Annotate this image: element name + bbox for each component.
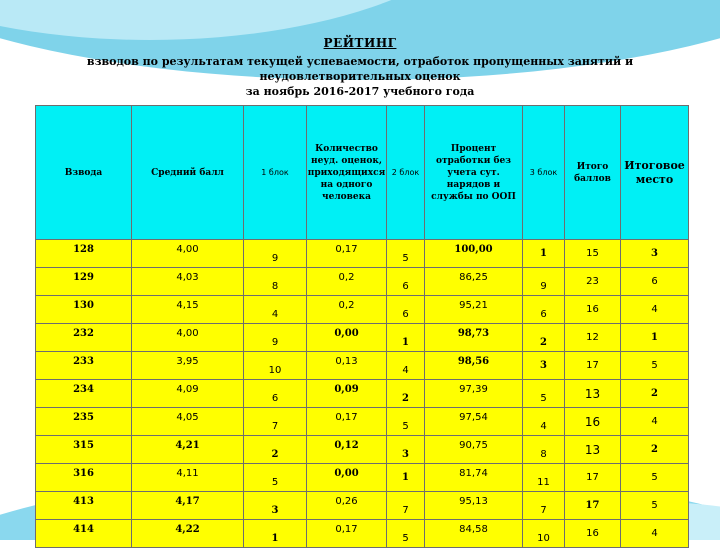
cell-total-points: 17 [565, 492, 621, 520]
cell-block1: 2 [244, 436, 307, 464]
cell-avg-score: 3,95 [132, 352, 244, 380]
table-body [36, 240, 689, 548]
table-row [36, 324, 689, 352]
cell-platoon: 233 [36, 352, 132, 380]
cell-block3: 2 [523, 324, 565, 352]
cell-block3: 5 [523, 380, 565, 408]
table-row [36, 352, 689, 380]
cell-total-points: 16 [565, 408, 621, 436]
table-row [36, 380, 689, 408]
cell-platoon: 234 [36, 380, 132, 408]
cell-block1: 10 [244, 352, 307, 380]
subtitle-line-3: за ноябрь 2016-2017 учебного года [245, 85, 475, 98]
cell-block2: 1 [387, 464, 425, 492]
table-row [36, 240, 689, 268]
cell-makeup-percent: 86,25 [425, 268, 523, 296]
cell-block3: 9 [523, 268, 565, 296]
cell-block1: 9 [244, 324, 307, 352]
col-header-makeup-percent: Процент отработки без учета сут. нарядов и службы по ООП [425, 106, 523, 240]
cell-platoon: 235 [36, 408, 132, 436]
cell-unsat-count: 0,09 [307, 380, 387, 408]
cell-block3: 7 [523, 492, 565, 520]
col-header-block2: 2 блок [387, 106, 425, 240]
cell-platoon: 315 [36, 436, 132, 464]
cell-makeup-percent: 90,75 [425, 436, 523, 464]
cell-unsat-count: 0,00 [307, 464, 387, 492]
col-header-avg-score: Средний балл [132, 106, 244, 240]
cell-total-points: 15 [565, 240, 621, 268]
cell-makeup-percent: 97,54 [425, 408, 523, 436]
cell-platoon: 130 [36, 296, 132, 324]
cell-unsat-count: 0,13 [307, 352, 387, 380]
cell-block1: 4 [244, 296, 307, 324]
cell-block1: 1 [244, 520, 307, 548]
cell-total-points: 16 [565, 520, 621, 548]
cell-block3: 4 [523, 408, 565, 436]
table-row [36, 436, 689, 464]
cell-avg-score: 4,17 [132, 492, 244, 520]
cell-block2: 5 [387, 520, 425, 548]
cell-block2: 7 [387, 492, 425, 520]
cell-final-place: 5 [621, 492, 689, 520]
cell-block1: 5 [244, 464, 307, 492]
cell-block2: 5 [387, 240, 425, 268]
cell-platoon: 413 [36, 492, 132, 520]
cell-final-place: 4 [621, 408, 689, 436]
table-row [36, 296, 689, 324]
col-header-total-points: Итого баллов [565, 106, 621, 240]
cell-avg-score: 4,22 [132, 520, 244, 548]
cell-avg-score: 4,00 [132, 324, 244, 352]
cell-final-place: 6 [621, 268, 689, 296]
cell-block3: 11 [523, 464, 565, 492]
page-title: РЕЙТИНГ [323, 36, 397, 50]
cell-block2: 5 [387, 408, 425, 436]
cell-avg-score: 4,11 [132, 464, 244, 492]
cell-total-points: 17 [565, 464, 621, 492]
cell-block1: 7 [244, 408, 307, 436]
cell-unsat-count: 0,17 [307, 520, 387, 548]
cell-block2: 2 [387, 380, 425, 408]
cell-block3: 1 [523, 240, 565, 268]
cell-unsat-count: 0,2 [307, 268, 387, 296]
cell-final-place: 2 [621, 380, 689, 408]
table-header-row [36, 106, 689, 240]
cell-total-points: 12 [565, 324, 621, 352]
cell-avg-score: 4,21 [132, 436, 244, 464]
page-subtitle [0, 54, 720, 99]
header [0, 36, 720, 99]
cell-platoon: 316 [36, 464, 132, 492]
cell-makeup-percent: 81,74 [425, 464, 523, 492]
cell-block1: 8 [244, 268, 307, 296]
cell-block2: 3 [387, 436, 425, 464]
cell-block2: 4 [387, 352, 425, 380]
rating-table [35, 105, 689, 548]
cell-makeup-percent: 95,21 [425, 296, 523, 324]
cell-block3: 3 [523, 352, 565, 380]
cell-total-points: 13 [565, 380, 621, 408]
cell-block1: 3 [244, 492, 307, 520]
subtitle-line-1: взводов по результатам текущей успеваемости, отработок пропущенных занятий и [86, 55, 634, 68]
table-row [36, 464, 689, 492]
cell-total-points: 17 [565, 352, 621, 380]
cell-avg-score: 4,09 [132, 380, 244, 408]
cell-block3: 8 [523, 436, 565, 464]
cell-total-points: 16 [565, 296, 621, 324]
table-row [36, 492, 689, 520]
table-row [36, 520, 689, 548]
cell-final-place: 3 [621, 240, 689, 268]
col-header-final-place: Итоговое место [621, 106, 689, 240]
cell-avg-score: 4,15 [132, 296, 244, 324]
cell-platoon: 414 [36, 520, 132, 548]
cell-block3: 6 [523, 296, 565, 324]
cell-avg-score: 4,05 [132, 408, 244, 436]
cell-block2: 6 [387, 296, 425, 324]
cell-unsat-count: 0,17 [307, 408, 387, 436]
cell-makeup-percent: 98,56 [425, 352, 523, 380]
cell-total-points: 13 [565, 436, 621, 464]
cell-platoon: 128 [36, 240, 132, 268]
cell-unsat-count: 0,17 [307, 240, 387, 268]
col-header-unsat-count: Количество неуд. оценок, приходящихся на одного человека [307, 106, 387, 240]
cell-makeup-percent: 98,73 [425, 324, 523, 352]
col-header-block3: 3 блок [523, 106, 565, 240]
cell-unsat-count: 0,26 [307, 492, 387, 520]
cell-final-place: 5 [621, 464, 689, 492]
subtitle-line-2: неудовлетворительных оценок [259, 70, 461, 83]
cell-makeup-percent: 97,39 [425, 380, 523, 408]
cell-final-place: 2 [621, 436, 689, 464]
cell-block1: 6 [244, 380, 307, 408]
cell-avg-score: 4,00 [132, 240, 244, 268]
cell-total-points: 23 [565, 268, 621, 296]
table-row [36, 408, 689, 436]
cell-unsat-count: 0,00 [307, 324, 387, 352]
cell-unsat-count: 0,12 [307, 436, 387, 464]
cell-platoon: 129 [36, 268, 132, 296]
cell-makeup-percent: 84,58 [425, 520, 523, 548]
cell-block1: 9 [244, 240, 307, 268]
cell-block2: 1 [387, 324, 425, 352]
cell-platoon: 232 [36, 324, 132, 352]
cell-final-place: 4 [621, 296, 689, 324]
cell-final-place: 1 [621, 324, 689, 352]
col-header-platoon: Взвода [36, 106, 132, 240]
cell-block3: 10 [523, 520, 565, 548]
cell-final-place: 4 [621, 520, 689, 548]
cell-makeup-percent: 95,13 [425, 492, 523, 520]
cell-unsat-count: 0,2 [307, 296, 387, 324]
cell-makeup-percent: 100,00 [425, 240, 523, 268]
cell-final-place: 5 [621, 352, 689, 380]
cell-avg-score: 4,03 [132, 268, 244, 296]
col-header-block1: 1 блок [244, 106, 307, 240]
cell-block2: 6 [387, 268, 425, 296]
table-row [36, 268, 689, 296]
